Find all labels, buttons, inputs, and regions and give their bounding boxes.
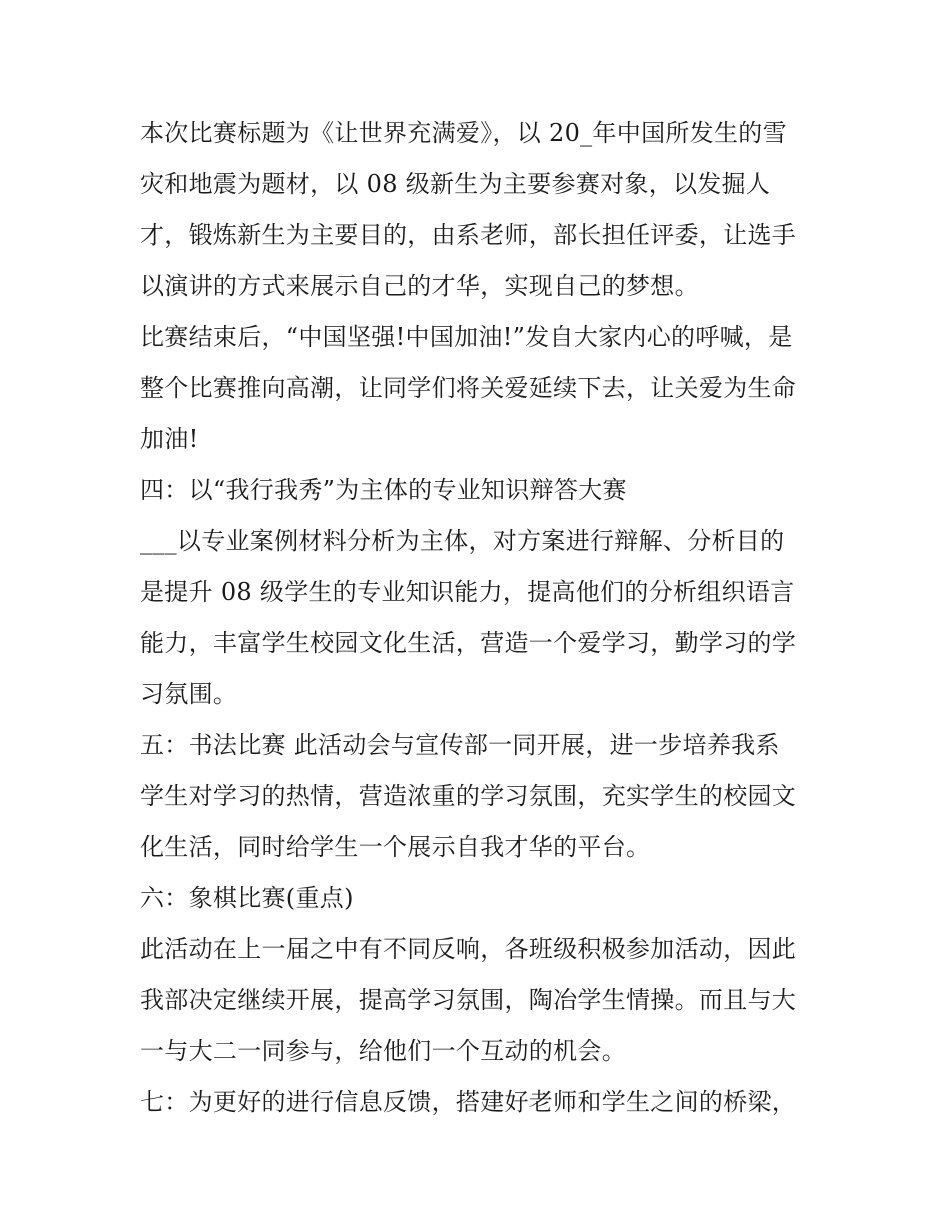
- text-line: 以演讲的方式来展示自己的才华，实现自己的梦想。: [140, 272, 699, 300]
- section-heading: 七：为更好的进行信息反馈，搭建好老师和学生之间的桥梁，: [140, 1088, 797, 1116]
- text-line: 加油!: [140, 425, 199, 453]
- text-line: 此活动在上一届之中有不同反响，各班级积极参加活动，因此: [140, 935, 797, 963]
- section-heading: 四：以“我行我秀”为主体的专业知识辩答大赛: [140, 476, 627, 504]
- section-heading: 六：象棋比赛(重点): [140, 884, 354, 912]
- text-line: 是提升 08 级学生的专业知识能力，提高他们的分析组织语言: [140, 578, 795, 606]
- text-line: 能力，丰富学生校园文化生活，营造一个爱学习，勤学习的学: [140, 629, 797, 657]
- text-line: 一与大二一同参与，给他们一个互动的机会。: [140, 1037, 626, 1065]
- text-line: 化生活，同时给学生一个展示自我才华的平台。: [140, 833, 651, 861]
- text-line: 本次比赛标题为《让世界充满爱》，以 20_年中国所发生的雪: [140, 119, 787, 147]
- text-line: 学生对学习的热情，营造浓重的学习氛围，充实学生的校园文: [140, 782, 797, 810]
- text-line: 灾和地震为题材，以 08 级新生为主要参赛对象，以发掘人: [140, 170, 771, 198]
- text-line: ___以专业案例材料分析为主体，对方案进行辩解、分析目的: [140, 527, 785, 555]
- text-line: 比赛结束后，“中国坚强!中国加油!”发自大家内心的呼喊，是: [140, 323, 793, 351]
- section-heading: 五：书法比赛 此活动会与宣传部一同开展，进一步培养我系: [140, 731, 780, 759]
- text-line: 整个比赛推向高潮，让同学们将关爱延续下去，让关爱为生命: [140, 374, 797, 402]
- document-body: [140, 108, 830, 1128]
- text-line: 才，锻炼新生为主要目的，由系老师，部长担任评委，让选手: [140, 221, 797, 249]
- text-line: 我部决定继续开展，提高学习氛围，陶冶学生情操。而且与大: [140, 986, 797, 1014]
- text-line: 习氛围。: [140, 680, 238, 708]
